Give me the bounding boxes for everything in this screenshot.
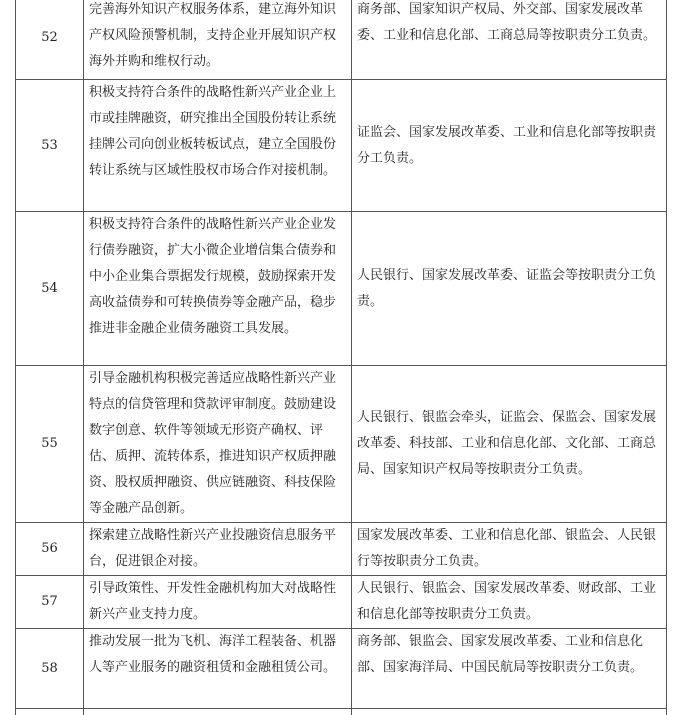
measure-cell: 推动发展一批为飞机、海洋工程装备、机器人等产业服务的融资租赁和金融租赁公司。 bbox=[84, 629, 352, 709]
row-number: 56 bbox=[16, 523, 84, 576]
table-row bbox=[16, 366, 667, 523]
measure-cell: 探索建立战略性新兴产业投融资信息服务平台，促进银企对接。 bbox=[84, 523, 352, 576]
measure-cell bbox=[84, 709, 352, 715]
table-row bbox=[16, 629, 667, 709]
department-cell: 人民银行、银监会牵头，证监会、保监会、国家发展改革委、科技部、工业和信息化部、文化部、工商总局、国家知识产权局等按职责分工负责。 bbox=[352, 366, 667, 523]
row-number: 55 bbox=[16, 366, 84, 523]
row-number: 53 bbox=[16, 80, 84, 212]
department-cell: 证监会、国家发展改革委、工业和信息化部等按职责分工负责。 bbox=[352, 80, 667, 212]
measure-cell: 引导政策性、开发性金融机构加大对战略性新兴产业支持力度。 bbox=[84, 576, 352, 629]
department-cell bbox=[352, 709, 667, 715]
table-row bbox=[16, 709, 667, 715]
row-number: 54 bbox=[16, 212, 84, 366]
table-row bbox=[16, 212, 667, 366]
row-number: 52 bbox=[16, 0, 84, 80]
table-row bbox=[16, 0, 667, 80]
measure-cell: 积极支持符合条件的战略性新兴产业企业发行债券融资，扩大小微企业增信集合债券和中小企业集合票据发行规模，鼓励探索开发高收益债券和可转换债券等金融产品，稳步推进非金融企业债务融资工具发展。 bbox=[84, 212, 352, 366]
department-cell: 商务部、国家知识产权局、外交部、国家发展改革委、工业和信息化部、工商总局等按职责分工负责。 bbox=[352, 0, 667, 80]
row-number: 57 bbox=[16, 576, 84, 629]
measure-cell: 完善海外知识产权服务体系，建立海外知识产权风险预警机制，支持企业开展知识产权海外并购和维权行动。 bbox=[84, 0, 352, 80]
table-row bbox=[16, 80, 667, 212]
measure-cell: 积极支持符合条件的战略性新兴产业企业上市或挂牌融资，研究推出全国股份转让系统挂牌公司向创业板转板试点，建立全国股份转让系统与区域性股权市场合作对接机制。 bbox=[84, 80, 352, 212]
department-cell: 人民银行、国家发展改革委、证监会等按职责分工负责。 bbox=[352, 212, 667, 366]
task-table bbox=[15, 0, 667, 715]
row-number: 58 bbox=[16, 629, 84, 709]
row-number bbox=[16, 709, 84, 715]
department-cell: 商务部、银监会、国家发展改革委、工业和信息化部、国家海洋局、中国民航局等按职责分工负责。 bbox=[352, 629, 667, 709]
department-cell: 人民银行、银监会、国家发展改革委、财政部、工业和信息化部等按职责分工负责。 bbox=[352, 576, 667, 629]
table-row bbox=[16, 576, 667, 629]
department-cell: 国家发展改革委、工业和信息化部、银监会、人民银行等按职责分工负责。 bbox=[352, 523, 667, 576]
measure-cell: 引导金融机构积极完善适应战略性新兴产业特点的信贷管理和贷款评审制度。鼓励建设数字创意、软件等领域无形资产确权、评估、质押、流转体系，推进知识产权质押融资、股权质押融资、供应链融资、科技保险等金融产品创新。 bbox=[84, 366, 352, 523]
table-row bbox=[16, 523, 667, 576]
